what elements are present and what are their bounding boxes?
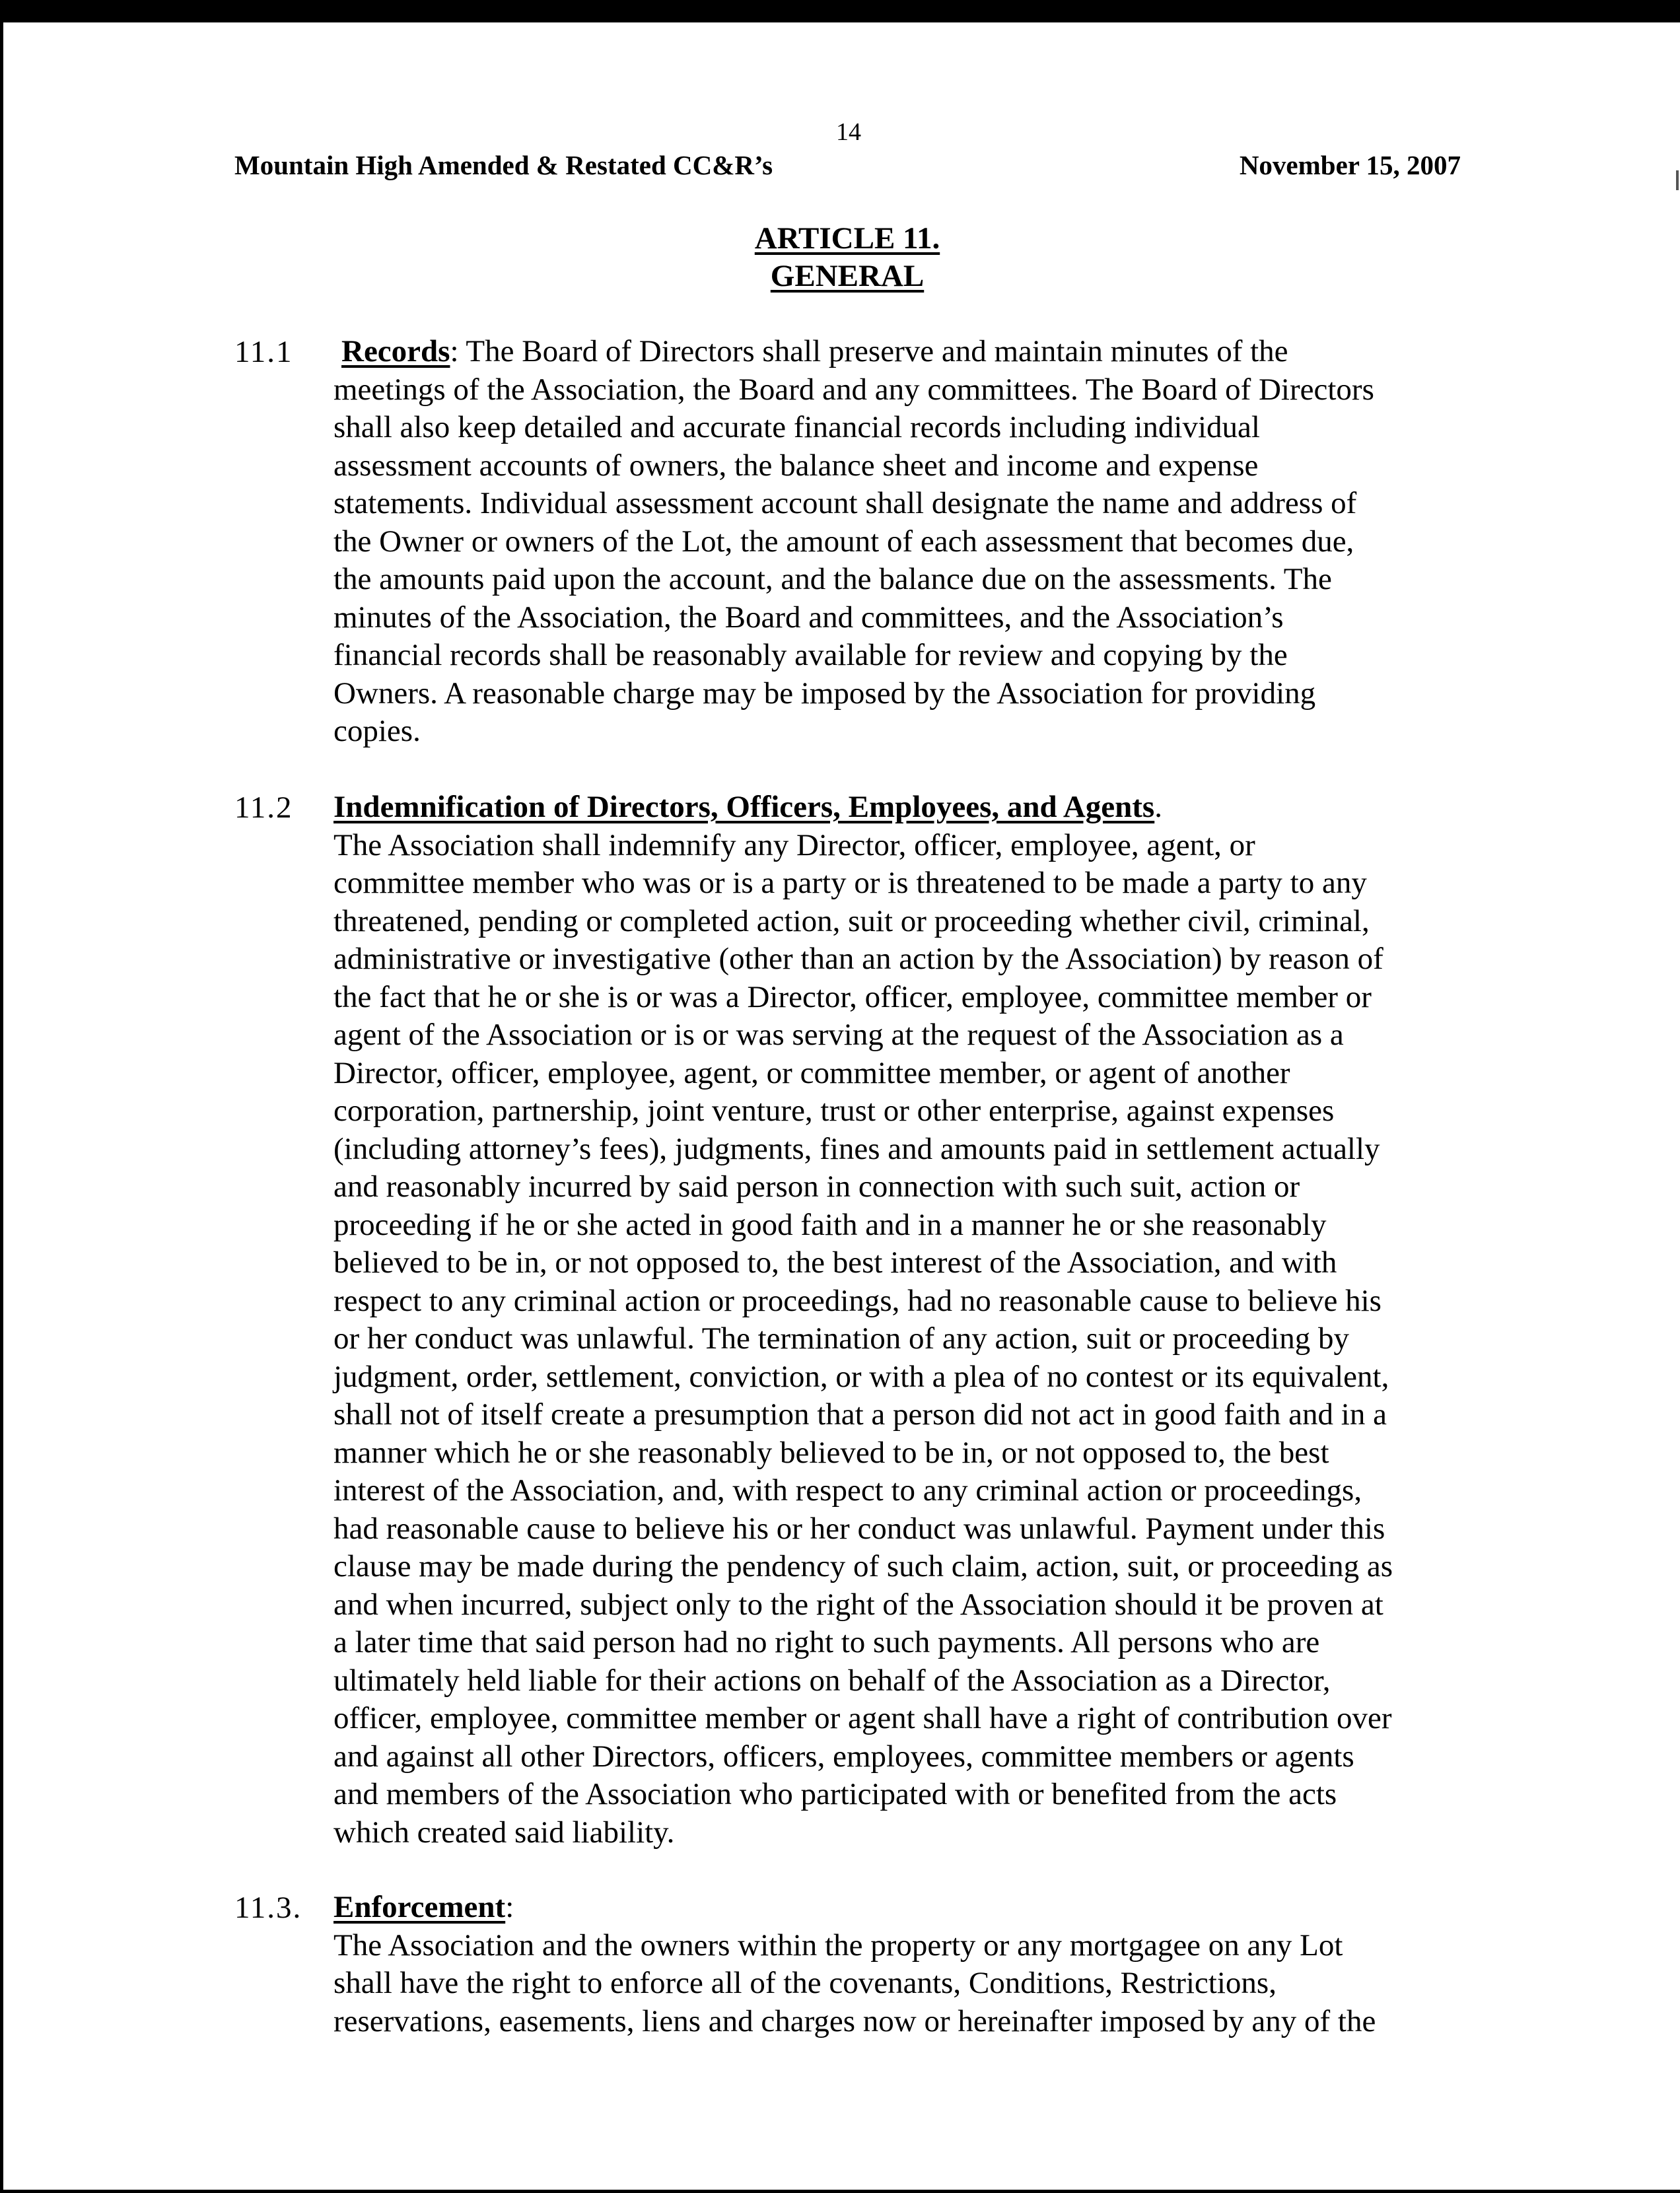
text-line: believed to be in, or not opposed to, the best interest of the Association, and with — [333, 1245, 1337, 1280]
text-line: and against all other Directors, officers, employees, committee members or agents — [333, 1739, 1354, 1774]
text-line: and reasonably incurred by said person in connection with such suit, action or — [333, 1169, 1300, 1204]
text-line: and when incurred, subject only to the right of the Association should it be proven at — [333, 1587, 1383, 1622]
section-11-1-first-line — [333, 333, 1483, 371]
text-line: statements. Individual assessment account shall designate the name and address of — [333, 486, 1357, 520]
text-line: administrative or investigative (other than an action by the Association) by reason of — [333, 942, 1383, 976]
page-number: 14 — [836, 118, 861, 146]
text-line: the amounts paid upon the account, and the balance due on the assessments. The — [333, 562, 1332, 596]
text-line: respect to any criminal action or proceedings, had no reasonable cause to believe his — [333, 1283, 1382, 1318]
section-11-3-title-punct: : — [505, 1890, 514, 1924]
text-line: committee member who was or is a party or is threatened to be made a party to any — [333, 866, 1367, 900]
text-line: Director, officer, employee, agent, or committee member, or agent of another — [333, 1055, 1290, 1090]
article-title: GENERAL — [770, 259, 925, 293]
text-line: ultimately held liable for their actions on behalf of the Association as a Director, — [333, 1663, 1331, 1698]
section-11-1-title: Records — [341, 334, 450, 368]
text-line: assessment accounts of owners, the balance sheet and income and expense — [333, 448, 1259, 483]
text-line: interest of the Association, and, with respect to any criminal action or proceedings, — [333, 1473, 1362, 1508]
section-number-11-3: 11.3. — [234, 1891, 302, 1925]
document-title-header: Mountain High Amended & Restated CC&R’s — [234, 150, 773, 180]
text-line: or her conduct was unlawful. The termination of any action, suit or proceeding by — [333, 1321, 1349, 1356]
text-line: agent of the Association or is or was serving at the request of the Association as a — [333, 1018, 1344, 1052]
text-line: judgment, order, settlement, conviction, or with a plea of no contest or its equivalent, — [333, 1359, 1389, 1394]
article-heading — [715, 220, 979, 295]
section-11-3-body — [333, 1889, 1483, 2040]
text-line: proceeding if he or she acted in good faith and in a manner he or she reasonably — [333, 1207, 1327, 1242]
text-line: The Board of Directors shall preserve and maintain minutes of the — [458, 334, 1288, 368]
document-date-header: November 15, 2007 — [1239, 150, 1461, 180]
text-line: meetings of the Association, the Board and any committees. The Board of Directors — [333, 372, 1374, 407]
text-line: minutes of the Association, the Board and committees, and the Association’s — [333, 600, 1284, 635]
text-line: officer, employee, committee member or agent shall have a right of contribution over — [333, 1701, 1392, 1735]
text-line: The Association shall indemnify any Director, officer, employee, agent, or — [333, 827, 1255, 862]
section-number-11-2: 11.2 — [234, 790, 293, 825]
text-line: and members of the Association who participated with or benefited from the acts — [333, 1777, 1337, 1811]
section-11-3-heading-line — [333, 1889, 1483, 1927]
section-11-1-body — [333, 333, 1483, 751]
text-line: shall also keep detailed and accurate financial records including individual — [333, 410, 1260, 444]
text-line: Owners. A reasonable charge may be imposed by the Association for providing — [333, 676, 1316, 711]
scan-bottom-border — [0, 2190, 1680, 2193]
section-11-1-title-punct: : — [450, 334, 459, 368]
text-line: shall not of itself create a presumption that a person did not act in good faith and in a — [333, 1397, 1387, 1432]
section-11-3-text — [333, 1889, 1483, 2040]
text-line: financial records shall be reasonably available for review and copying by the — [333, 638, 1288, 672]
section-11-3-title: Enforcement — [333, 1890, 506, 1924]
text-line: manner which he or she reasonably believed to be in, or not opposed to, the best — [333, 1435, 1329, 1470]
text-line: which created said liability. — [333, 1815, 675, 1850]
text-line: threatened, pending or completed action, suit or proceeding whether civil, criminal, — [333, 903, 1370, 938]
text-line: (including attorney’s fees), judgments, fines and amounts paid in settlement actually — [333, 1131, 1380, 1166]
text-line: clause may be made during the pendency of such claim, action, suit, or proceeding as — [333, 1549, 1393, 1584]
text-line: The Association and the owners within the property or any mortgagee on any Lot — [333, 1928, 1343, 1963]
section-11-2-heading-line — [333, 788, 1483, 827]
text-line: the Owner or owners of the Lot, the amount of each assessment that becomes due, — [333, 524, 1354, 559]
section-11-2-title-punct: . — [1154, 790, 1162, 824]
text-line: a later time that said person had no right to such payments. All persons who are — [333, 1625, 1320, 1659]
text-line: corporation, partnership, joint venture, trust or other enterprise, against expenses — [333, 1094, 1335, 1128]
section-11-1-text — [333, 333, 1483, 751]
section-11-2-text — [333, 788, 1483, 1852]
section-number-11-1: 11.1 — [234, 335, 293, 369]
scan-left-border — [0, 22, 3, 2193]
text-line: shall have the right to enforce all of the covenants, Conditions, Restrictions, — [333, 1966, 1277, 2000]
article-number: ARTICLE 11. — [754, 221, 940, 256]
scan-top-border — [0, 0, 1680, 22]
text-line: copies. — [333, 714, 421, 748]
text-line: had reasonable cause to believe his or her conduct was unlawful. Payment under this — [333, 1511, 1385, 1546]
section-11-2-body — [333, 788, 1483, 1852]
text-line: the fact that he or she is or was a Director, officer, employee, committee member or — [333, 979, 1372, 1014]
scan-edge-mark — [1676, 170, 1679, 190]
text-line: reservations, easements, liens and charges now or hereinafter imposed by any of the — [333, 2003, 1376, 2038]
section-11-2-title: Indemnification of Directors, Officers, Employees, and Agents — [333, 790, 1155, 824]
